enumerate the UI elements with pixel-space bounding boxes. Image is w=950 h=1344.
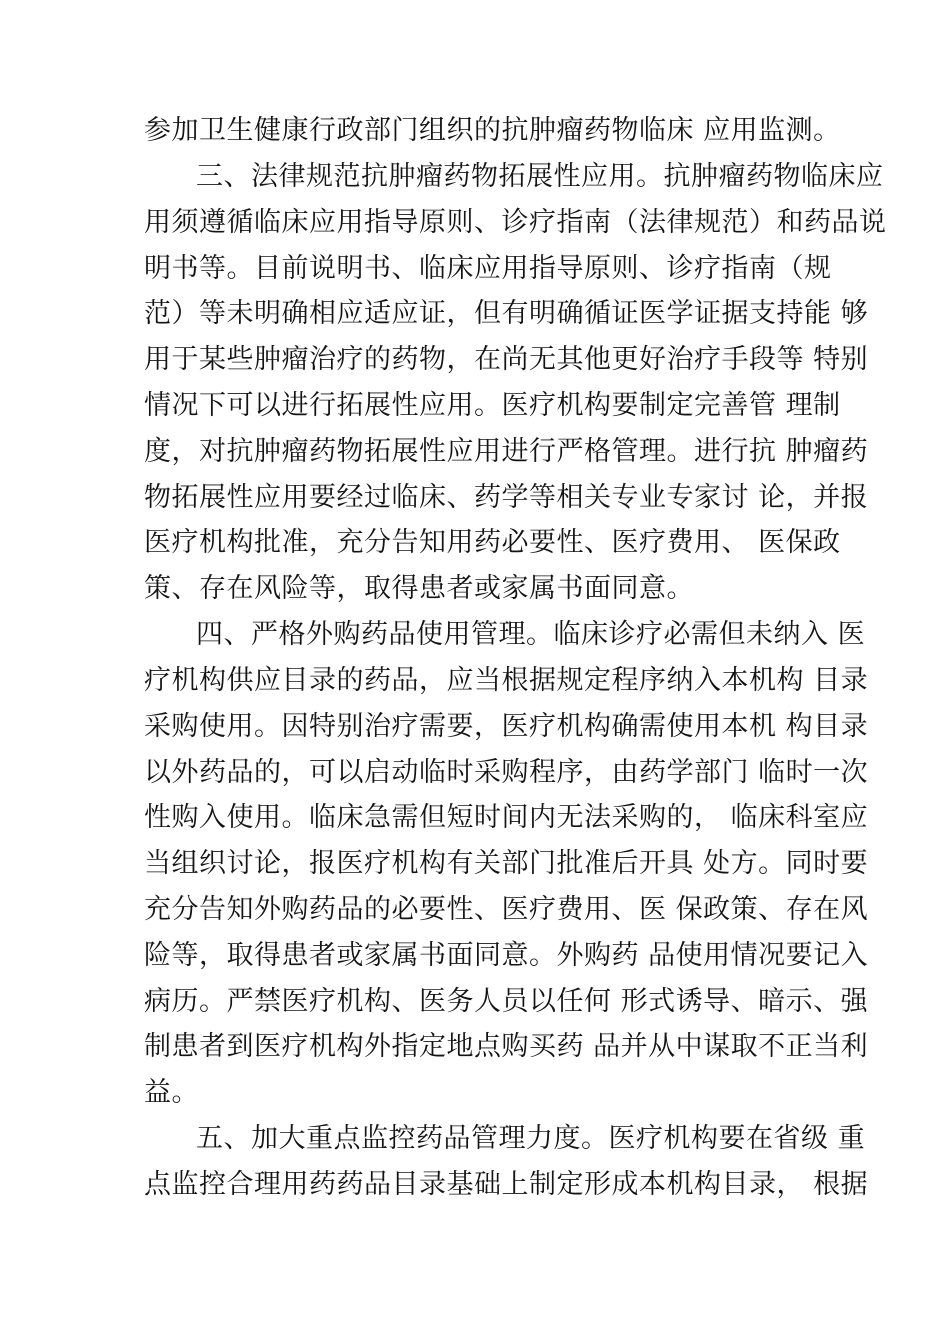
text-line-14: 采购使用。因特别治疗需要，医疗机构确需使用本机 构目录 bbox=[144, 711, 869, 742]
text-line-23: 五、加大重点监控药品管理力度。医疗机构要在省级 重 bbox=[196, 1123, 866, 1154]
text-line-2: 三、法律规范抗肿瘤药物拓展性应用。抗肿瘤药物临床应 bbox=[196, 161, 884, 192]
text-line-7: 情况下可以进行拓展性应用。医疗机构要制定完善管 理制 bbox=[144, 390, 841, 421]
text-line-12: 四、严格外购药品使用管理。临床诊疗必需但未纳入 医 bbox=[196, 619, 866, 650]
text-line-3: 用须遵循临床应用指导原则、诊疗指南（法律规范）和药品说 bbox=[144, 207, 887, 238]
text-line-1: 参加卫生健康行政部门组织的抗肿瘤药物临床 应用监测。 bbox=[144, 115, 841, 146]
text-line-21: 制患者到医疗机构外指定地点购买药 品并从中谋取不正当利 bbox=[144, 1031, 869, 1062]
text-line-22: 益。 bbox=[144, 1077, 199, 1108]
text-line-18: 充分告知外购药品的必要性、医疗费用、医 保政策、存在风 bbox=[144, 894, 869, 925]
text-line-24: 点监控合理用药药品目录基础上制定形成本机构目录， 根据 bbox=[144, 1169, 869, 1200]
text-line-19: 险等，取得患者或家属书面同意。外购药 品使用情况要记入 bbox=[144, 940, 869, 971]
text-line-17: 当组织讨论，报医疗机构有关部门批准后开具 处方。同时要 bbox=[144, 848, 869, 879]
text-line-4: 明书等。目前说明书、临床应用指导原则、诊疗指南（规 bbox=[144, 253, 832, 284]
text-line-11: 策、存在风险等，取得患者或家属书面同意。 bbox=[144, 573, 694, 604]
text-line-10: 医疗机构批准，充分告知用药必要性、医疗费用、 医保政 bbox=[144, 527, 841, 558]
text-line-6: 用于某些肿瘤治疗的药物，在尚无其他更好治疗手段等 特别 bbox=[144, 344, 869, 375]
text-line-15: 以外药品的，可以启动临时采购程序，由药学部门 临时一次 bbox=[144, 757, 869, 788]
text-line-8: 度，对抗肿瘤药物拓展性应用进行严格管理。进行抗 肿瘤药 bbox=[144, 436, 869, 467]
text-line-16: 性购入使用。临床急需但短时间内无法采购的， 临床科室应 bbox=[144, 802, 869, 833]
text-line-20: 病历。严禁医疗机构、医务人员以任何 形式诱导、暗示、强 bbox=[144, 986, 869, 1017]
text-line-5: 范）等未明确相应适应证，但有明确循证医学证据支持能 够 bbox=[144, 298, 869, 329]
text-line-13: 疗机构供应目录的药品，应当根据规定程序纳入本机构 目录 bbox=[144, 665, 869, 696]
text-line-9: 物拓展性应用要经过临床、药学等相关专业专家讨 论，并报 bbox=[144, 482, 869, 513]
